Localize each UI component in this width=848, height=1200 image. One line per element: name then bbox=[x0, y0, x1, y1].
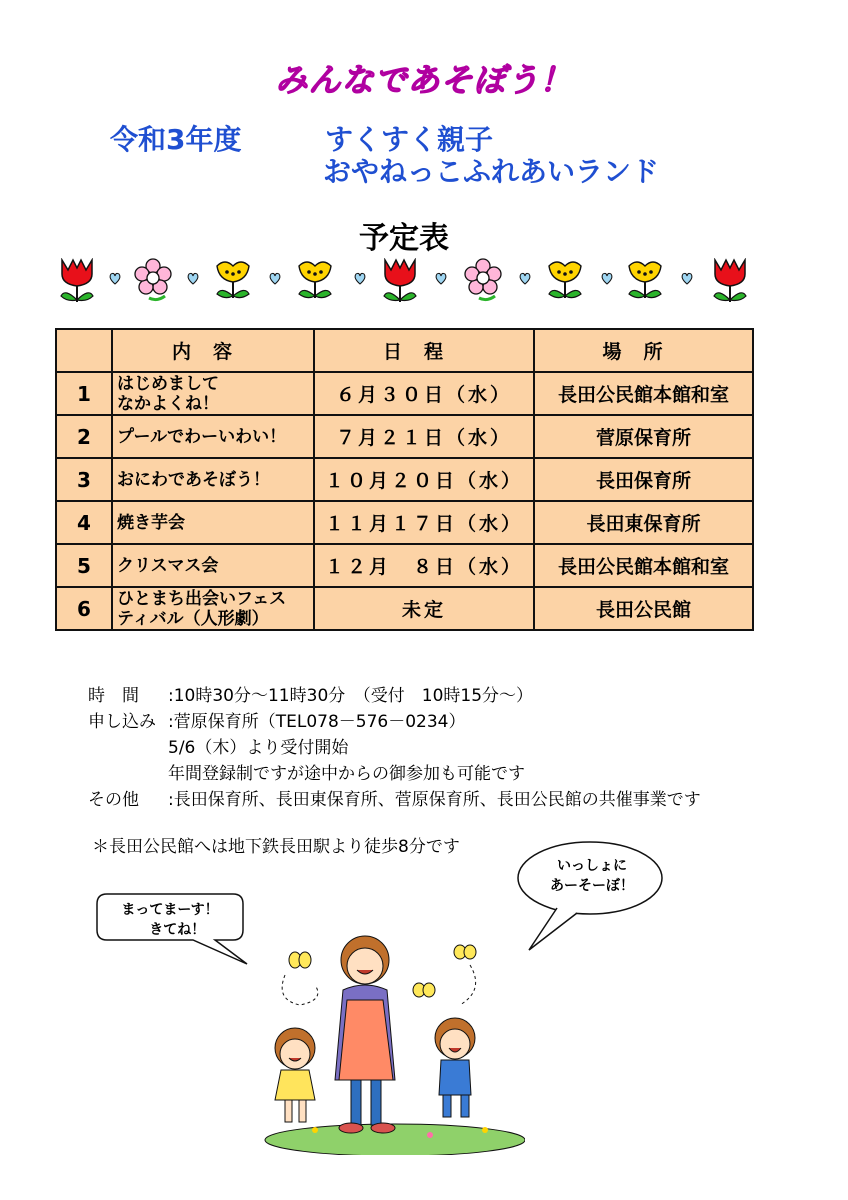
row-date: １１月１７日（水） bbox=[314, 501, 534, 544]
table-row bbox=[56, 501, 753, 544]
table-row bbox=[56, 544, 753, 587]
access-note: ＊長田公民館へは地下鉄長田駅より徒歩8分です bbox=[92, 837, 460, 857]
other-label: その他 bbox=[88, 790, 156, 810]
time-label: 時 間 bbox=[88, 686, 156, 706]
table-row bbox=[56, 372, 753, 415]
headline: みんなであそぼう！ bbox=[275, 61, 573, 99]
row-place: 長田公民館 bbox=[534, 587, 753, 630]
row-number: 3 bbox=[56, 458, 112, 501]
apply-value: :菅原保育所（TEL078－576－0234） bbox=[168, 712, 466, 732]
table-row bbox=[56, 415, 753, 458]
content-line: はじめまして bbox=[117, 373, 219, 394]
table-row bbox=[56, 587, 753, 630]
event-info bbox=[88, 683, 701, 813]
row-place: 長田東保育所 bbox=[534, 501, 753, 544]
row-place: 菅原保育所 bbox=[534, 415, 753, 458]
row-number: 6 bbox=[56, 587, 112, 630]
butterfly-icon bbox=[413, 983, 435, 997]
bubble-line: まってまーす！ bbox=[121, 902, 219, 918]
row-content: 焼き芋会 bbox=[112, 501, 314, 544]
program-title-line1: すくすく親子 bbox=[325, 123, 494, 156]
row-date: ６月３０日（水） bbox=[314, 372, 534, 415]
time-value: :10時30分～11時30分 （受付 10時15分～） bbox=[168, 686, 534, 706]
header-place: 場所 bbox=[534, 329, 753, 372]
row-date: 未定 bbox=[314, 587, 534, 630]
table-header-row bbox=[56, 329, 753, 372]
row-number: 4 bbox=[56, 501, 112, 544]
other-row bbox=[88, 787, 701, 813]
flower-border-decoration bbox=[55, 258, 755, 308]
content-line: なかよくね！ bbox=[117, 393, 219, 414]
schedule-heading: 予定表 bbox=[359, 221, 449, 256]
row-date: ７月２１日（水） bbox=[314, 415, 534, 458]
row-number: 2 bbox=[56, 415, 112, 458]
schedule-table bbox=[55, 328, 754, 631]
header-date: 日程 bbox=[314, 329, 534, 372]
row-content bbox=[112, 587, 314, 630]
program-title-line2: おやねっこふれあいランド bbox=[323, 155, 660, 188]
row-number: 5 bbox=[56, 544, 112, 587]
mother-children-illustration bbox=[255, 930, 525, 1155]
table-row bbox=[56, 458, 753, 501]
row-content: おにわであそぼう！ bbox=[112, 458, 314, 501]
content-line: ひとまち出会いフェス bbox=[117, 588, 287, 609]
row-number: 1 bbox=[56, 372, 112, 415]
row-date: １２月 ８日（水） bbox=[314, 544, 534, 587]
row-content: プールでわーいわい！ bbox=[112, 415, 314, 458]
row-date: １０月２０日（水） bbox=[314, 458, 534, 501]
bubble-line: いっしょに bbox=[557, 858, 627, 874]
apply-start: 5/6（木）より受付開始 bbox=[168, 738, 349, 758]
header-no bbox=[56, 329, 112, 372]
row-content: クリスマス会 bbox=[112, 544, 314, 587]
bubble-line: あーそーぼ！ bbox=[550, 878, 634, 894]
fiscal-year: 令和3年度 bbox=[110, 123, 242, 156]
row-place: 長田公民館本館和室 bbox=[534, 372, 753, 415]
apply-label: 申し込み bbox=[88, 712, 156, 732]
apply-row bbox=[88, 709, 701, 735]
row-place: 長田保育所 bbox=[534, 458, 753, 501]
row-content bbox=[112, 372, 314, 415]
content-line: ティバル（人形劇） bbox=[117, 608, 269, 629]
bubble-line: きてね！ bbox=[134, 922, 206, 938]
speech-bubble-left-text bbox=[100, 900, 240, 940]
time-row bbox=[88, 683, 701, 709]
butterfly-icon bbox=[289, 952, 311, 968]
apply-note: 年間登録制ですが途中からの御参加も可能です bbox=[168, 764, 525, 784]
header-content: 内容 bbox=[112, 329, 314, 372]
row-place: 長田公民館本館和室 bbox=[534, 544, 753, 587]
speech-bubble-right-text bbox=[532, 856, 652, 896]
other-value: :長田保育所、長田東保育所、菅原保育所、長田公民館の共催事業です bbox=[168, 790, 701, 810]
butterfly-icon bbox=[454, 945, 476, 959]
